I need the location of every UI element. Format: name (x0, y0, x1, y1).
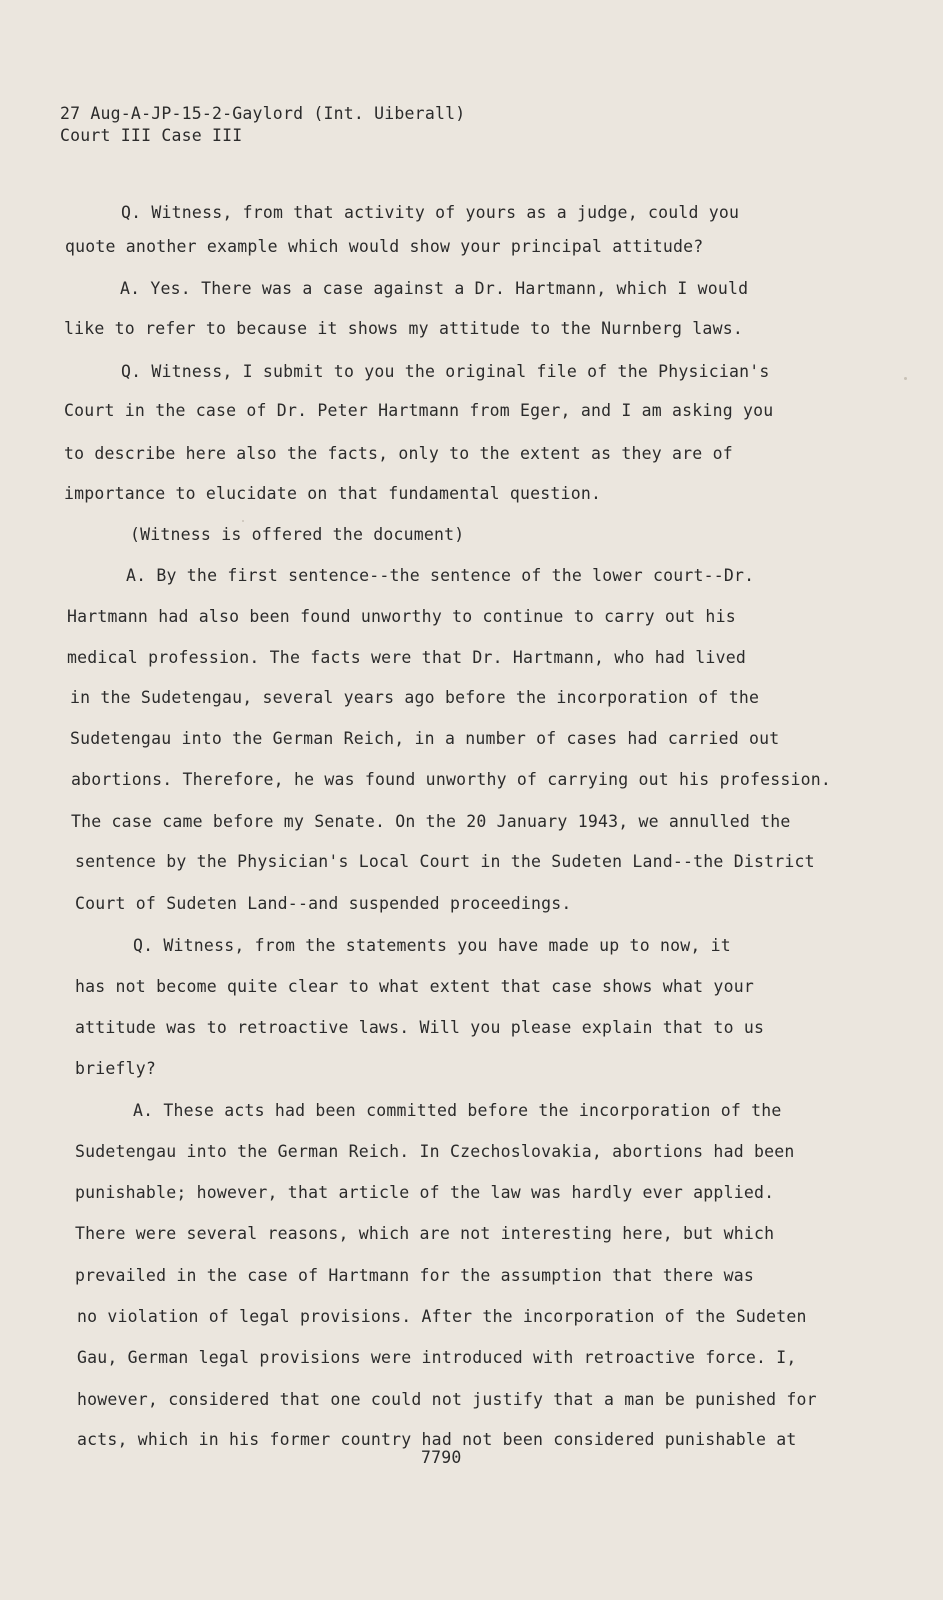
text-line: has not become quite clear to what extent that case shows what your (75, 977, 754, 996)
text-line: sentence by the Physician's Local Court in the Sudeten Land--the District (75, 852, 815, 871)
text-line: in the Sudetengau, several years ago before the incorporation of the (70, 688, 760, 707)
paper-speck (242, 520, 244, 522)
text-line: Q. Witness, from that activity of yours as a judge, could you (121, 203, 740, 222)
text-line: A. Yes. There was a case against a Dr. Hartmann, which I would (120, 279, 749, 298)
text-line: A. By the first sentence--the sentence of the lower court--Dr. (126, 566, 755, 585)
text-line: Sudetengau into the German Reich. In Czechoslovakia, abortions had been (75, 1142, 795, 1161)
header-case-reference: 27 Aug-A-JP-15-2-Gaylord (Int. Uiberall) (60, 104, 466, 123)
page-number: 7790 (421, 1448, 462, 1467)
text-line: Court in the case of Dr. Peter Hartmann from Eger, and I am asking you (64, 401, 774, 420)
paper-speck (904, 377, 907, 380)
text-line: to describe here also the facts, only to the extent as they are of (64, 444, 733, 463)
text-line: acts, which in his former country had not been considered punishable at (77, 1430, 797, 1449)
text-line: punishable; however, that article of the law was hardly ever applied. (75, 1183, 775, 1202)
header-court-case: Court III Case III (60, 126, 243, 145)
text-line: Hartmann had also been found unworthy to continue to carry out his (67, 607, 736, 626)
text-line: no violation of legal provisions. After the incorporation of the Sudeten (77, 1307, 807, 1326)
text-line: however, considered that one could not justify that a man be punished for (77, 1390, 817, 1409)
text-line: medical profession. The facts were that Dr. Hartmann, who had lived (67, 648, 746, 667)
text-line: Gau, German legal provisions were introduced with retroactive force. I, (77, 1348, 797, 1367)
text-line: like to refer to because it shows my attitude to the Nurnberg laws. (64, 319, 743, 338)
text-line: There were several reasons, which are not interesting here, but which (75, 1224, 775, 1243)
text-line: briefly? (75, 1059, 157, 1078)
text-line: Q. Witness, I submit to you the original file of the Physician's (121, 362, 770, 381)
text-line: Q. Witness, from the statements you have made up to now, it (133, 936, 731, 955)
text-line: Sudetengau into the German Reich, in a number of cases had carried out (70, 729, 780, 748)
text-line: prevailed in the case of Hartmann for the assumption that there was (75, 1266, 754, 1285)
text-line: quote another example which would show your principal attitude? (65, 237, 704, 256)
text-line: importance to elucidate on that fundamental question. (64, 484, 602, 503)
text-line: attitude was to retroactive laws. Will you please explain that to us (75, 1018, 765, 1037)
text-line: abortions. Therefore, he was found unworthy of carrying out his profession. (71, 770, 832, 789)
text-line: The case came before my Senate. On the 20 January 1943, we annulled the (71, 812, 791, 831)
text-line: A. These acts had been committed before the incorporation of the (133, 1101, 782, 1120)
text-line: (Witness is offered the document) (130, 525, 465, 544)
text-line: Court of Sudeten Land--and suspended proceedings. (75, 894, 572, 913)
